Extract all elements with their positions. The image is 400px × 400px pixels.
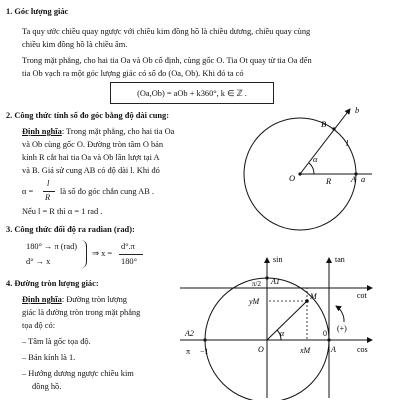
label-alpha-2: α — [280, 329, 285, 338]
fraction-description: là số đo góc chắn cung AB . — [60, 187, 154, 196]
label-a1: A1 — [271, 277, 280, 286]
s1-paragraph-2-line-1: Trong mặt phẳng, cho hai tia Oa và Ob cố định, cùng gốc O. Tia Ot quay từ tia Oa đến — [22, 56, 312, 65]
label-b-ray: b — [355, 106, 360, 115]
label-positive: (+) — [337, 324, 347, 333]
s4-definition-label: Định nghĩa — [22, 295, 62, 304]
alpha-eq-label: α = — [22, 187, 34, 196]
s4-bullet-center: – Tâm là gốc tọa độ. — [22, 337, 91, 346]
label-a-2: A — [331, 345, 336, 354]
s1-paragraph-1-line-1: Ta quy ước chiều quay ngược với chiều kim đồng hồ là chiều dương, chiều quay cùng — [22, 27, 311, 36]
label-o-2: O — [258, 345, 264, 354]
label-m: M — [310, 292, 317, 301]
label-tan: tan — [335, 255, 345, 264]
fraction-denominator: R — [45, 193, 51, 202]
point-a2 — [203, 338, 206, 341]
conversion-numerator: d°.π — [121, 242, 135, 251]
conversion-row-1: 180° → π (rad) — [26, 242, 78, 251]
s2-definition-line-4: và B. Giả sử cung AB có độ dài l. Khi đó — [22, 166, 160, 175]
conversion-row-2: d° → x — [26, 257, 51, 266]
s4-definition-line-3: tọa độ có: — [22, 321, 56, 330]
label-pi-over-2: π/2 — [252, 280, 261, 288]
s2-definition-line-1: Định nghĩa: Trong mặt phẳng, cho hai tia Oa — [22, 127, 175, 136]
conversion-denominator: 180° — [121, 257, 137, 266]
section-4-heading: 4. Đường tròn lượng giác: — [6, 279, 99, 288]
point-m — [305, 299, 309, 303]
s2-definition-line-2: và Ob cùng gốc O. Đường tròn tâm O bán — [22, 140, 164, 149]
label-o: O — [289, 174, 296, 183]
s4-bullet-direction-line-2: đồng hồ. — [32, 382, 62, 391]
s2-definition-line-3: kính R cắt hai tia Oa và Ob lần lượt tại A — [22, 153, 160, 162]
label-ym: yM — [249, 297, 260, 306]
label-neg1: −1 — [200, 347, 209, 356]
s1-paragraph-2-line-2: tia Ob vạch ra một góc lượng giác có số đo (Oa, Ob). Khi đó ta có — [22, 69, 244, 78]
label-cot: cot — [357, 291, 367, 300]
label-a-ray: a — [361, 175, 366, 184]
s4-bullet-direction-line-1: – Hướng dương ngược chiều kim — [22, 369, 134, 378]
section-2-heading: 2. Công thức tính số đo góc bằng độ dài cung: — [6, 111, 170, 120]
point-a1 — [265, 276, 268, 279]
label-l: l — [346, 139, 349, 148]
section-1-heading: 1. Góc lượng giác — [6, 7, 69, 16]
label-zero: 0 — [323, 329, 327, 338]
label-a-point: A — [351, 175, 357, 184]
s4-definition-line-1: Định nghĩa: Đường tròn lượng — [22, 295, 127, 304]
label-alpha: α — [313, 155, 318, 164]
label-r: R — [326, 177, 332, 186]
s1-paragraph-1-line-2: chiều kim đồng hồ là chiều âm. — [22, 40, 128, 49]
s4-bullet-radius: – Bán kính là 1. — [22, 353, 76, 362]
s4-definition-line-2: giác là đường tròn trong mặt phẳng — [22, 308, 141, 317]
point-a — [327, 338, 330, 341]
label-cos: cos — [357, 345, 368, 354]
positive-direction-arrow — [336, 306, 344, 322]
label-sin: sin — [273, 255, 283, 264]
radius-om — [267, 301, 307, 340]
angle-formula: (Oa,Ob) = aOb + k360°, k ∈ ℤ . — [137, 89, 247, 98]
label-a2: A2 — [185, 329, 194, 338]
section-3-heading: 3. Công thức đổi độ ra radian (rad): — [6, 225, 135, 234]
s2-definition-label: Định nghĩa — [22, 127, 62, 136]
conversion-result-label: ⇒ x = — [92, 249, 113, 258]
fraction-numerator: l — [47, 179, 50, 188]
label-pi: π — [186, 347, 191, 356]
label-xm: xM — [300, 346, 311, 355]
label-b-point: B — [321, 120, 327, 129]
s2-note: Nếu l = R thì α = 1 rad . — [22, 207, 103, 216]
